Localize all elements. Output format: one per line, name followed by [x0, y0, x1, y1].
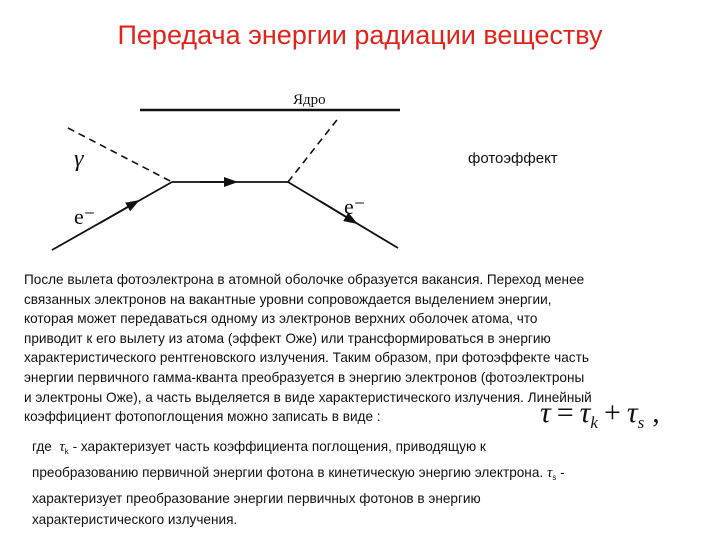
paragraph-line: После вылета фотоэлектрона в атомной оболочке образуется вакансия. Переход менее: [24, 272, 585, 287]
electron-out-label: e⁻: [344, 194, 366, 219]
paragraph-line: которая может передаваться одному из электронов верхних оболочек атома, что: [24, 311, 538, 327]
gamma-label: γ: [74, 146, 84, 172]
note-line-2: преобразованию первичной энергии фотона в кинетическую энергию электрона.: [32, 465, 544, 480]
formula-term2-sub: s: [637, 413, 645, 432]
formula-term1: τ: [579, 396, 591, 429]
paragraph-line: коэффициент фотопоглощения можно записать в виде :: [24, 409, 381, 425]
paragraph-line: связанных электронов на вакантные уровни сопровождается выделением энергии,: [24, 291, 552, 307]
note-text-2: -: [560, 465, 565, 480]
page-title: Передача энергии радиации веществу: [117, 20, 603, 50]
formula-term1-sub: k: [590, 413, 598, 432]
electron-in-label: e⁻: [74, 204, 96, 229]
coefficient-note: [32, 436, 702, 530]
note-prefix: где: [32, 439, 52, 454]
note-line: [32, 462, 702, 488]
tau-k-sub: k: [64, 447, 69, 456]
paragraph-line: и электроны Оже), а часть выделяется в виде характеристического излучения. Линейный: [24, 389, 592, 405]
paragraph-line: характеристического рентгеновского излучения. Таким образом, при фотоэффекте часть: [24, 350, 589, 366]
electron-in-arrow: [100, 201, 138, 223]
tau-s-symbol: τ: [546, 465, 553, 481]
formula-equals: =: [556, 396, 574, 429]
formula-lhs: τ: [540, 396, 551, 429]
formula-term2: τ: [626, 396, 638, 429]
note-line-4: характеристического излучения.: [32, 512, 238, 527]
formula-comma: ,: [652, 396, 660, 429]
nucleus-label: Ядро: [293, 92, 326, 108]
paragraph-line: энергии первичного гамма-кванта преобразуется в энергию электронов (фотоэлектроны: [24, 369, 585, 385]
photoeffect-diagram: [40, 80, 420, 260]
note-text-1: - характеризует часть коэффициента поглощения, приводящую к: [72, 439, 486, 454]
paragraph-line: приводит к его вылету из атома (эффект Оже) или трансформироваться в энергию: [24, 330, 551, 346]
process-label: фотоэффект: [468, 150, 558, 167]
tau-k-symbol: τ: [59, 439, 65, 455]
absorption-formula: [540, 396, 660, 433]
note-line: [32, 436, 702, 462]
gamma-ray-in: [68, 128, 172, 182]
note-line-3: характеризует преобразование энергии первичных фотонов в энергию: [32, 491, 481, 506]
formula-plus: +: [603, 396, 621, 429]
gamma-ray-out: [288, 116, 340, 182]
tau-s-sub: s: [552, 473, 557, 482]
